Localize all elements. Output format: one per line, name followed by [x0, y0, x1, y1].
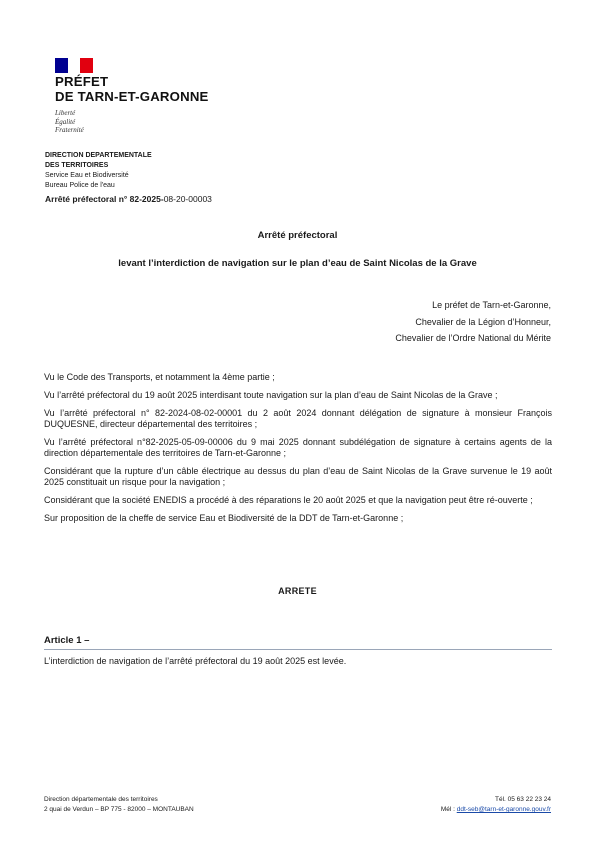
signatory-line-2: Chevalier de la Légion d’Honneur,	[415, 316, 551, 327]
article-divider	[44, 649, 552, 650]
prefecture-logo	[55, 58, 245, 135]
considerant-paragraph: Vu l’arrêté préfectoral n° 82-2024-08-02-00001 du 2 août 2024 donnant délégation de signature à monsieur François DUQUESNE, directeur départemental des territoires ;	[44, 408, 552, 429]
footer-mail-label: Mél :	[440, 806, 457, 813]
footer-street: 2 quai de Verdun – BP 775 - 82000 – MONTAUBAN	[44, 806, 194, 813]
document-subtitle: levant l’interdiction de navigation sur le plan d’eau de Saint Nicolas de la Grave	[118, 258, 477, 269]
flag-white-band	[68, 58, 80, 73]
service-line-1: DIRECTION DEPARTEMENTALE	[45, 152, 152, 159]
footer-phone: Tél. 05 63 22 23 24	[494, 796, 551, 803]
signatory-block	[395, 297, 551, 347]
article-1-text: L’interdiction de navigation de l’arrêté préfectoral du 19 août 2025 est levée.	[44, 656, 347, 666]
signatory-line-3: Chevalier de l’Ordre National du Mérite	[395, 333, 551, 343]
arrete-heading: ARRETE	[278, 586, 317, 596]
considerant-paragraph: Vu l’arrêté préfectoral du 19 août 2025 interdisant toute navigation sur la plan d’eau de Saint Nicolas de la Grave ;	[44, 390, 498, 400]
arrete-number-suffix: 08-20-00003	[163, 194, 212, 204]
republic-motto	[55, 109, 245, 135]
flag-red-band	[80, 58, 93, 73]
logo-department-line: DE TARN-ET-GARONNE	[55, 89, 209, 104]
flag-blue-band	[55, 58, 68, 73]
footer-address	[44, 795, 194, 815]
considerant-paragraph: Vu l’arrêté préfectoral n°82-2025-05-09-00006 du 9 mai 2025 donnant subdélégation de signature à certains agents de la direction départementale des territoires de Tarn-et-Garonne ;	[44, 437, 552, 458]
motto-egalite: Égalité	[55, 117, 76, 126]
footer-mail	[441, 805, 551, 815]
considerant-paragraph: Considérant que la société ENEDIS a procédé à des réparations le 20 août 2025 et que la navigation peut être ré-ouverte ;	[44, 495, 533, 505]
footer-contact	[441, 795, 551, 815]
considerants-list	[44, 372, 552, 531]
issuing-service	[45, 151, 152, 191]
footer-direction: Direction départementale des territoires	[44, 796, 158, 803]
document-title: Arrêté préfectoral	[257, 230, 338, 241]
service-line-3: Service Eau et Biodiversité	[45, 172, 129, 179]
service-line-4: Bureau Police de l'eau	[45, 182, 115, 189]
marianne-flag-icon	[55, 58, 93, 73]
service-line-2: DES TERRITOIRES	[45, 162, 109, 169]
considerant-paragraph: Sur proposition de la cheffe de service Eau et Biodiversité de la DDT de Tarn-et-Garonne ;	[44, 513, 404, 523]
motto-fraternite: Fraternité	[55, 126, 84, 135]
arrete-number-label: Arrêté préfectoral n° 82-2025-	[45, 194, 164, 204]
considerant-paragraph: Considérant que la rupture d’un câble électrique au dessus du plan d’eau de Saint Nicolas de la Grave survenue le 19 août 2025 constituait un risque pour la navigation ;	[44, 466, 552, 487]
article-1-title: Article 1 –	[44, 635, 90, 646]
arrete-number	[45, 194, 212, 204]
motto-liberte: Liberté	[55, 109, 76, 117]
footer-mail-link[interactable]: ddt-seb@tarn-et-garonne.gouv.fr	[456, 806, 551, 813]
logo-prefet-line: PRÉFET	[55, 74, 109, 89]
considerant-paragraph: Vu le Code des Transports, et notamment la 4ème partie ;	[44, 372, 275, 382]
signatory-line-1: Le préfet de Tarn-et-Garonne,	[432, 300, 551, 310]
